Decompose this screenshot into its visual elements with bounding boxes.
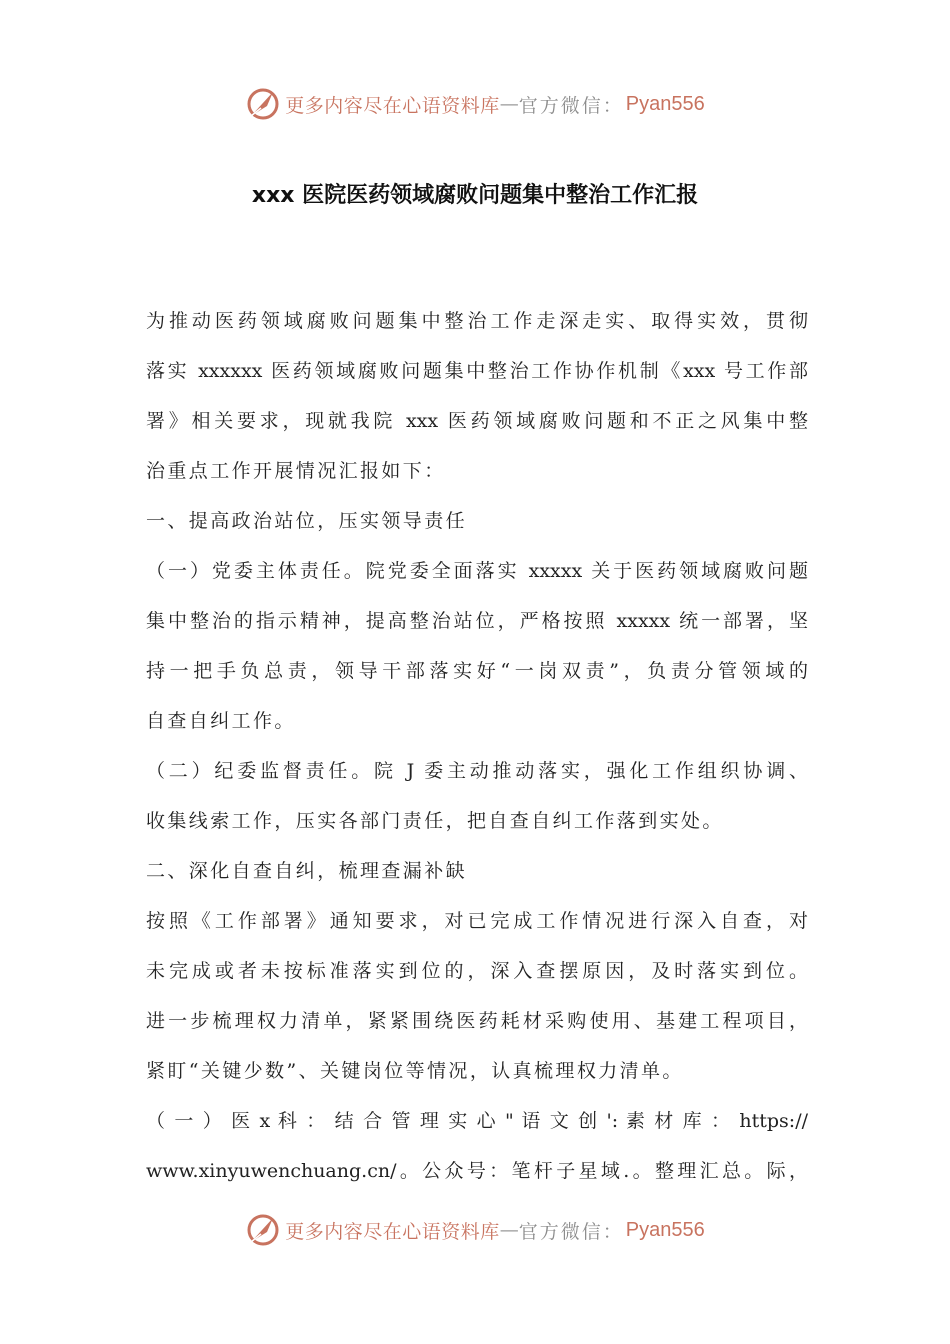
document-body	[146, 296, 808, 1196]
section-heading: 一、提高政治站位，压实领导责任	[146, 510, 468, 532]
section-heading: 二、深化自查自纠，梳理查漏补缺	[146, 860, 468, 882]
body-line: 署》相关要求，现就我院 xxx 医药领域腐败问题和不正之风集中整	[146, 410, 808, 432]
body-line: 集中整治的指示精神，提高整治站位，严格按照 xxxxx 统一部署，坚	[146, 610, 808, 632]
banner-wechat-id: Pyan556	[625, 1218, 705, 1241]
body-line: 收集线索工作，压实各部门责任，把自查自纠工作落到实处。	[146, 810, 724, 832]
body-line: 未完成或者未按标准落实到位的，深入查摆原因，及时落实到位。	[146, 960, 808, 982]
banner-wechat-label: 官方微信：	[518, 94, 624, 117]
banner-separator: —	[499, 1219, 519, 1241]
body-line: 自查自纠工作。	[146, 710, 296, 732]
header-banner	[0, 82, 950, 126]
document-title: xxx 医院医药领域腐败问题集中整治工作汇报	[251, 183, 699, 208]
body-line: 落实 xxxxxx 医药领域腐败问题集中整治工作协作机制《xxx 号工作部	[146, 360, 808, 382]
banner-site-text: 更多内容尽在心语资料库	[285, 1220, 500, 1243]
banner-separator: —	[499, 93, 519, 115]
banner-wechat-label: 官方微信：	[518, 1220, 624, 1243]
body-line: 为推动医药领域腐败问题集中整治工作走深走实、取得实效，贯彻	[146, 310, 808, 332]
body-line: （二）纪委监督责任。院 J 委主动推动落实，强化工作组织协调、	[146, 760, 808, 782]
body-line: 按照《工作部署》通知要求，对已完成工作情况进行深入自查，对	[146, 910, 808, 932]
body-line: 进一步梳理权力清单，紧紧围绕医药耗材采购使用、基建工程项目，	[146, 1010, 808, 1032]
body-line: 治重点工作开展情况汇报如下：	[146, 460, 446, 482]
body-line: （一）党委主体责任。院党委全面落实 xxxxx 关于医药领域腐败问题	[146, 560, 808, 582]
body-line: 紧盯“关键少数”、关键岗位等情况，认真梳理权力清单。	[146, 1060, 684, 1082]
banner-wechat-id: Pyan556	[625, 92, 705, 115]
body-line: （ 一 ） 医 x 科 ： 结 合 管 理 实 心 " 语 文 创 ': 素 材 库 ： https://	[146, 1110, 808, 1132]
body-line: 持一把手负总责，领导干部落实好“一岗双责”，负责分管领域的	[146, 660, 808, 682]
banner-site-text: 更多内容尽在心语资料库	[285, 94, 500, 117]
quill-logo-icon	[245, 1212, 281, 1248]
body-line: www.xinyuwenchuang.cn/。公众号：笔杆子星域.。整理汇总。际，	[146, 1160, 808, 1182]
footer-banner	[0, 1208, 950, 1252]
quill-logo-icon	[245, 86, 281, 122]
